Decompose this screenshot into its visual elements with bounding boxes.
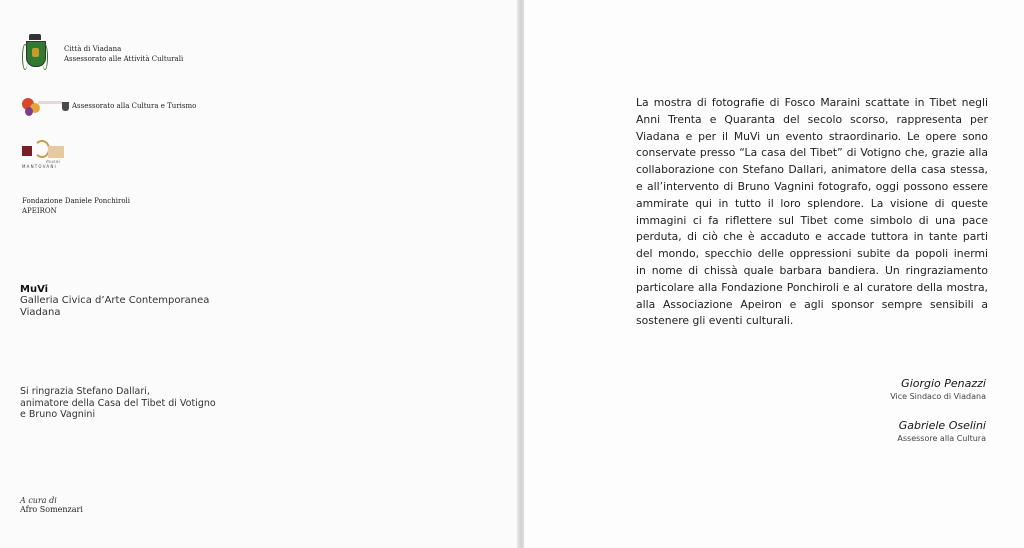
thanks-line-1: Si ringrazia Stefano Dallari, [20, 386, 150, 397]
body-text-line: in nome di chissà quale barbara bandiera. Un ringraziamento [636, 263, 988, 277]
body-text-line: collaborazione con Stefano Dallari, animatore della casa stessa, [636, 163, 988, 177]
provincia-logo-icon [20, 95, 64, 117]
fondazione-name: Fondazione Daniele Ponchiroli [22, 197, 131, 205]
thanks-line-3: e Bruno Vagnini [20, 409, 96, 420]
apeiron-name: APEIRON [22, 207, 57, 215]
musei-logo-text: MANTOVANI [22, 164, 57, 169]
musei-block [22, 140, 68, 170]
muvi-block [20, 284, 209, 319]
signature-penazzi [890, 377, 986, 402]
thanks-block [20, 386, 216, 421]
body-text-line: del mondo, specchio delle oppressioni subite da popoli inermi [636, 247, 988, 261]
fondazione-block [22, 196, 130, 216]
muvi-gallery: Galleria Civica d’Arte Contemporanea [20, 295, 210, 306]
comune-name: Città di Viadana [64, 45, 122, 53]
body-text-line: conservate presso “La casa del Tibet” di Votigno che, grazie alla [636, 146, 988, 160]
coat-of-arms-icon [22, 34, 48, 74]
comune-office: Assessorato alle Attività Culturali [64, 55, 184, 63]
musei-mantovani-logo-icon [22, 140, 68, 170]
muvi-name: MuVi [20, 284, 49, 295]
body-text-line: ammirate qui in tutto il loro splendore. La visione di queste [636, 196, 988, 210]
comune-block [22, 34, 183, 74]
body-text-line: particolare alla Fondazione Ponchiroli e al curatore della mostra, [636, 280, 988, 294]
body-text-line: immagini ci fa riflettere sul Tibet come simbolo di una pace [636, 213, 988, 227]
body-text-line: Viadana e per il MuVi un evento straordinario. Le opere sono [636, 129, 988, 143]
body-text-line: La mostra di fotografie di Fosco Maraini scattate in Tibet negli [636, 96, 988, 109]
body-text-line: alla Associazione Apeiron e agli sponsor sempre sensibili a [636, 297, 988, 311]
muvi-city: Viadana [20, 307, 61, 318]
provincia-block [20, 95, 196, 117]
signature-role: Assessore alla Cultura [897, 434, 986, 443]
curator-block [20, 496, 83, 514]
signature-role: Vice Sindaco di Viadana [890, 392, 986, 401]
body-text-line: e all’intervento di Bruno Vagnini fotografo, oggi possono essere [636, 179, 988, 193]
curator-name: Afro Somenzari [20, 505, 83, 514]
curator-label: A cura di [20, 496, 57, 505]
provincia-office: Assessorato alla Cultura e Turismo [72, 102, 197, 110]
introduction-text [636, 95, 988, 330]
thanks-line-2: animatore della Casa del Tibet di Votigno [20, 397, 216, 409]
body-text-line: perduta, di ciò che è accaduto e accade tuttora in tante parti [636, 230, 988, 244]
signature-name: Giorgio Penazzi [901, 377, 986, 390]
signature-name: Gabriele Oselini [898, 419, 986, 432]
musei-logo-small-text: musei [46, 159, 61, 164]
body-text-line: sostenere gli eventi culturali. [636, 314, 794, 328]
signature-oselini [897, 419, 986, 444]
body-text-line: Anni Trenta e Quaranta del secolo scorso, rappresenta per [636, 112, 988, 126]
